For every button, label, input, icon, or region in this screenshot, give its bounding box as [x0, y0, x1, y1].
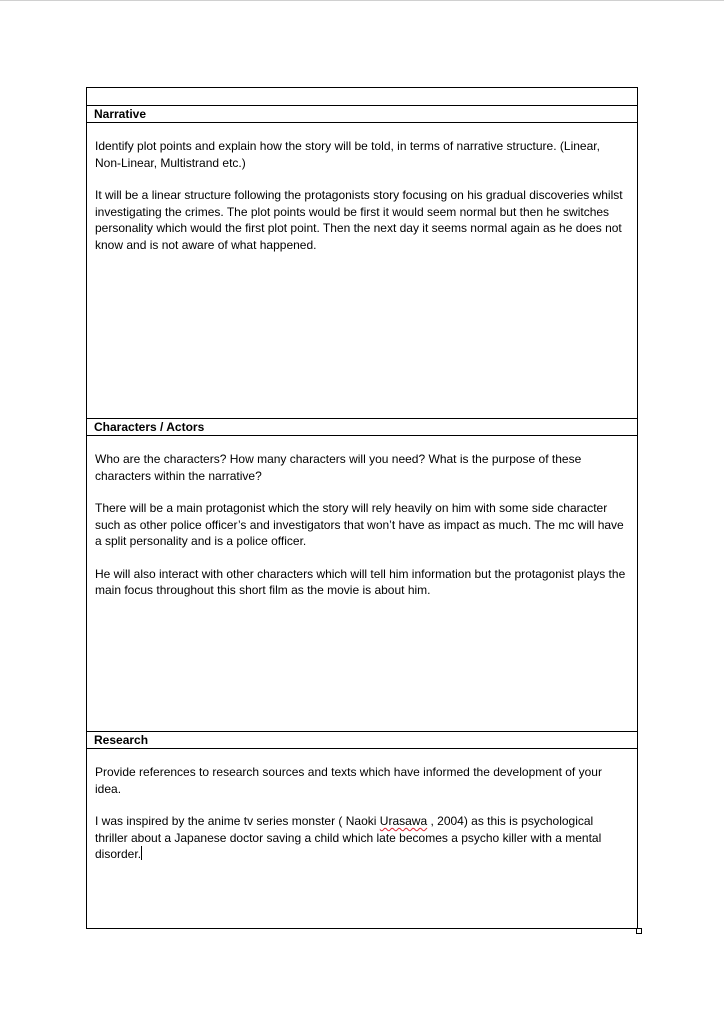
document-table — [86, 87, 638, 929]
page-top-edge — [0, 0, 724, 1]
answer-text[interactable]: There will be a main protagonist which the story will rely heavily on him with some side character such as other police officer’s and investigators that won’t have as impact as much. The mc will have a split personality and is a police officer. — [95, 501, 624, 548]
section-title: Research — [94, 733, 149, 747]
answer-text[interactable]: It will be a linear structure following the protagonists story focusing on his gradual discoveries whilst investigating the crimes. The plot points would be first it would seem normal but then he switches personality which would the first plot point. Then the next day it seems normal again as he does not know and is not aware of what happened. — [95, 188, 623, 252]
section-header-research — [87, 731, 637, 749]
table-resize-handle[interactable] — [636, 928, 642, 934]
prompt-text: Who are the characters? How many characters will you need? What is the purpose of these characters within the narrative? — [95, 452, 582, 483]
spellcheck-flagged-word[interactable]: Urasawa — [379, 814, 428, 828]
answer-text[interactable] — [95, 813, 628, 863]
prompt-text: Provide references to research sources and texts which have informed the development of your idea. — [95, 765, 602, 796]
section-body-research[interactable] — [87, 750, 637, 879]
answer-text-part: I was inspired by the anime tv series monster ( Naoki — [95, 814, 380, 828]
section-body-narrative[interactable] — [87, 124, 637, 269]
answer-text-part: , 2004) as this is psychological thriller about a Japanese doctor saving a child which late becomes a psycho killer with a mental disorder. — [95, 814, 602, 861]
section-body-characters[interactable] — [87, 437, 637, 615]
section-header-narrative — [87, 105, 637, 123]
prompt-text: Identify plot points and explain how the story will be told, in terms of narrative structure. (Linear, Non-Linear, Multistrand etc.) — [95, 139, 600, 170]
section-title: Characters / Actors — [94, 420, 205, 434]
section-title: Narrative — [94, 107, 147, 121]
answer-text[interactable]: He will also interact with other characters which will tell him information but the protagonist plays the main focus throughout this short film as the movie is about him. — [95, 566, 626, 597]
text-cursor — [141, 846, 142, 860]
section-header-characters — [87, 418, 637, 436]
